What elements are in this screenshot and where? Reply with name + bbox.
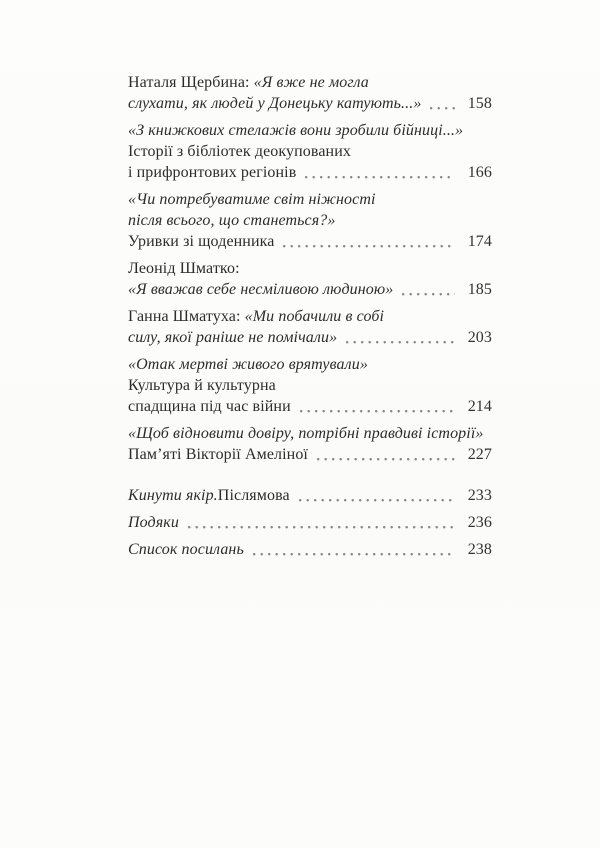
dot-leader	[188, 512, 455, 533]
page-number: 236	[467, 514, 492, 531]
toc-text-segment: Ганна Шматуха:	[128, 308, 245, 325]
toc-entry	[128, 258, 492, 300]
toc-text-segment: Кинути якір.	[128, 487, 218, 504]
toc-line	[128, 485, 492, 506]
toc-line	[128, 258, 492, 279]
toc-line	[128, 189, 492, 210]
toc-entry	[128, 306, 492, 348]
toc-entry	[128, 539, 492, 560]
toc-text-segment: Леонід Шматко:	[128, 260, 240, 277]
dot-leader	[402, 279, 455, 300]
toc-line	[128, 306, 492, 327]
toc-text-segment: Наталя Щербина:	[128, 74, 254, 91]
dot-leader	[299, 485, 455, 506]
toc-line	[128, 141, 492, 162]
dot-leader	[346, 327, 455, 348]
toc-line	[128, 354, 492, 375]
toc-entry	[128, 512, 492, 533]
toc-text-segment: «Чи потребуватиме світ ніжності	[128, 191, 376, 208]
toc-text-segment: «З книжкових стелажів вони зробили бійниці...»	[128, 122, 464, 139]
toc-line	[128, 279, 492, 300]
page-number: 214	[467, 398, 492, 415]
toc-line	[128, 327, 492, 348]
page-number: 158	[467, 95, 492, 112]
toc-text-segment: після всього, що станеться?»	[128, 212, 336, 229]
toc-text-segment: «Ми побачили в собі	[244, 308, 385, 325]
toc-line	[128, 512, 492, 533]
toc-text-segment: «Отак мертві живого врятували»	[128, 356, 368, 373]
page-number: 227	[467, 446, 492, 463]
toc-entry	[128, 485, 492, 506]
toc-text-segment: Післямова	[217, 487, 290, 504]
toc-text-segment: силу, якої раніше не помічали»	[128, 329, 338, 346]
toc-text-segment: Культура й культурна	[128, 377, 276, 394]
page-number: 166	[467, 164, 492, 181]
toc-text-segment: Список посилань	[128, 541, 244, 558]
dot-leader	[300, 396, 455, 417]
toc-text-segment: Пам’яті Вікторії Амеліної	[128, 446, 308, 463]
page-number: 203	[467, 329, 492, 346]
toc-text-segment: Подяки	[128, 514, 179, 531]
dot-leader	[305, 162, 455, 183]
toc-entry	[128, 72, 492, 114]
toc-line	[128, 444, 492, 465]
dot-leader	[317, 444, 455, 465]
page-number: 185	[467, 281, 492, 298]
page-number: 238	[467, 541, 492, 558]
toc-entry	[128, 354, 492, 417]
toc-entry	[128, 189, 492, 252]
toc-line	[128, 231, 492, 252]
dot-leader	[253, 539, 455, 560]
toc-text-segment: «Я вважав себе несміливою людиною»	[128, 281, 394, 298]
page-number: 174	[467, 233, 492, 250]
toc-text-segment: і прифронтових регіонів	[128, 164, 297, 181]
toc-line	[128, 210, 492, 231]
toc-line	[128, 120, 492, 141]
toc-line	[128, 423, 492, 444]
toc-line	[128, 162, 492, 183]
toc-text-segment: Уривки зі щоденника	[128, 233, 275, 250]
toc-line	[128, 539, 492, 560]
page-number: 233	[467, 487, 492, 504]
toc-line	[128, 375, 492, 396]
toc-text-segment: «Щоб відновити довіру, потрібні правдиві історії»	[128, 425, 484, 442]
toc-text-segment: «Я вже не могла	[253, 74, 369, 91]
table-of-contents	[128, 72, 492, 566]
toc-entry	[128, 423, 492, 465]
dot-leader	[430, 93, 455, 114]
toc-text-segment: Історії з бібліотек деокупованих	[128, 143, 351, 160]
toc-line	[128, 396, 492, 417]
toc-text-segment: спадщина під час війни	[128, 398, 291, 415]
toc-line	[128, 72, 492, 93]
toc-line	[128, 93, 492, 114]
toc-text-segment: слухати, як людей у Донецьку катують...»	[128, 95, 422, 112]
toc-entry	[128, 120, 492, 183]
dot-leader	[283, 231, 455, 252]
